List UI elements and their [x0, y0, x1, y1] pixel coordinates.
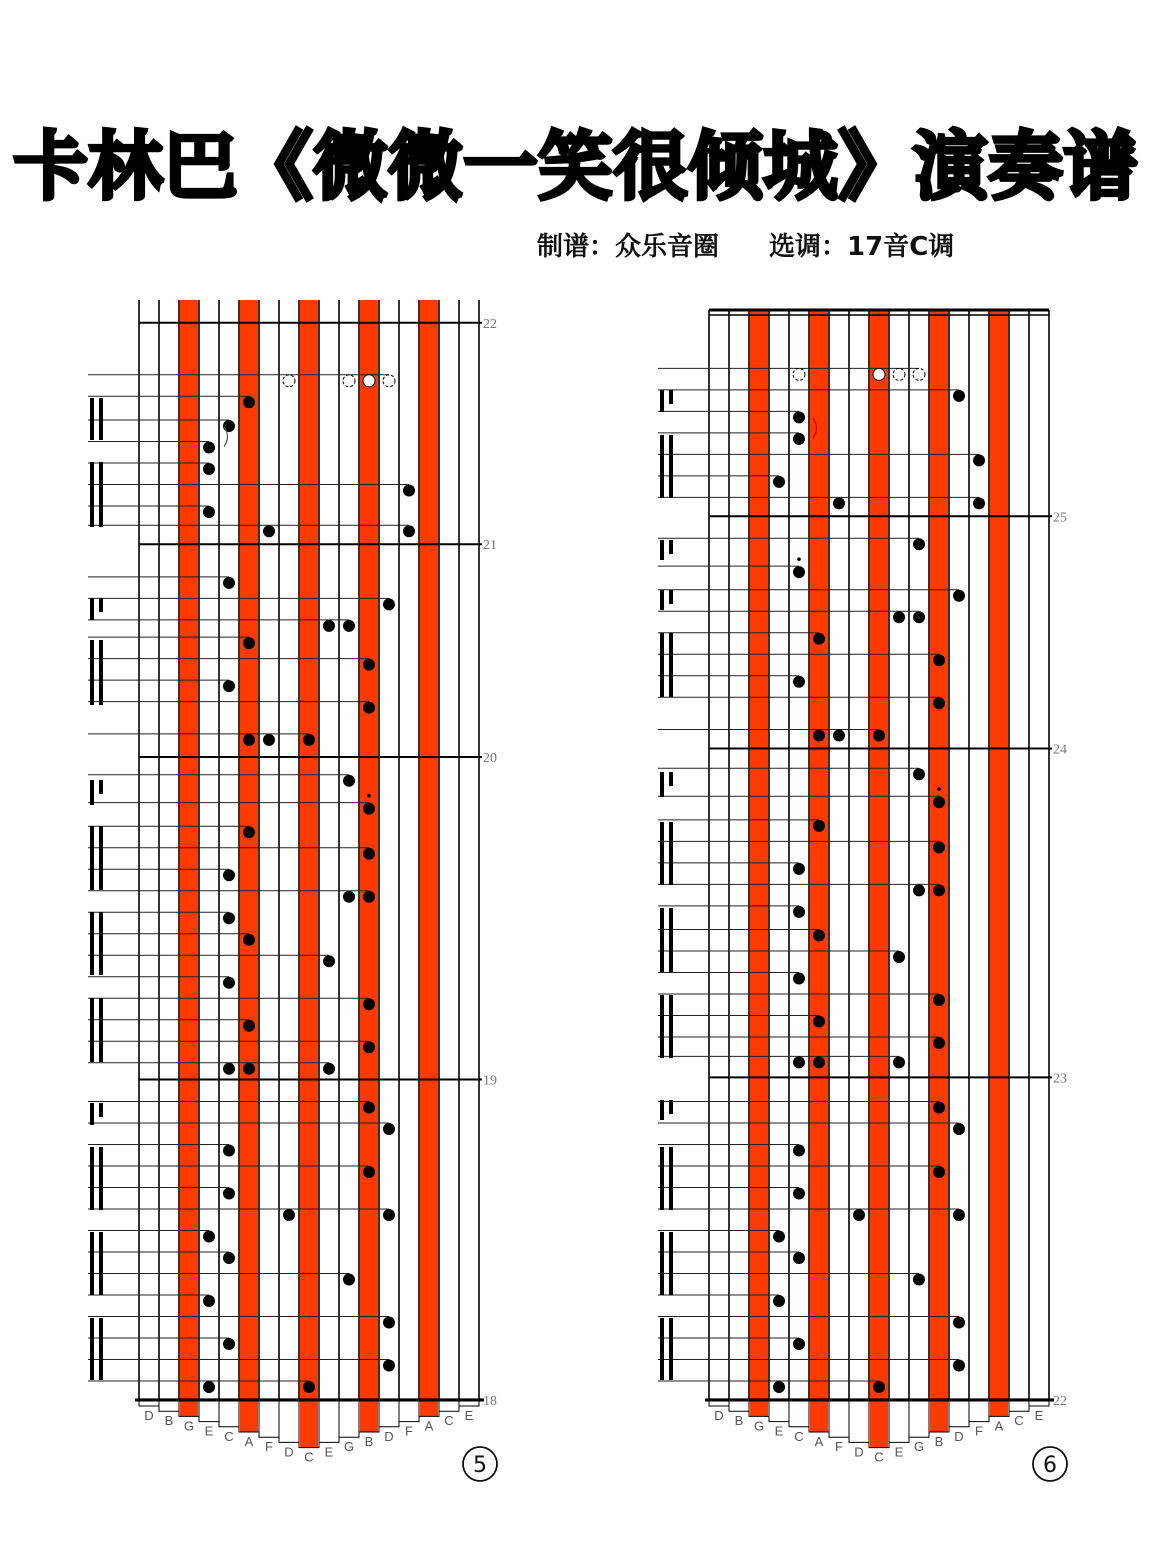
tine-label: B [934, 1434, 944, 1449]
page-title: 卡林巴《微微一笑很倾城》演奏谱 [13, 124, 1139, 210]
beam-bar [99, 398, 103, 440]
note-dot [223, 1252, 235, 1264]
note-dot [793, 1188, 805, 1200]
beam-bar [99, 998, 103, 1062]
note-dot [383, 598, 395, 610]
note-dot [363, 702, 375, 714]
beam-bar [90, 640, 94, 705]
note-dot [223, 420, 235, 432]
beam-bar [90, 1232, 94, 1295]
beam-bar [99, 826, 103, 890]
tine-label: D [384, 1428, 394, 1444]
tine-label: A [244, 1434, 254, 1449]
rest-circle [873, 368, 885, 380]
tine-label: G [913, 1439, 925, 1455]
tine-label: C [224, 1428, 234, 1444]
note-dot [403, 525, 415, 537]
note-dot [913, 884, 925, 896]
note-dot [343, 775, 355, 787]
note-dot [813, 1016, 825, 1028]
tine-key [279, 1400, 299, 1442]
tine-label: F [265, 1439, 273, 1455]
note-dot [383, 1123, 395, 1135]
beam-bar [660, 772, 664, 797]
tine-label: C [304, 1449, 314, 1465]
note-dot [813, 820, 825, 832]
note-dot [223, 680, 235, 692]
accent-dot [367, 794, 371, 798]
beam-bar [660, 1147, 664, 1210]
note-dot [793, 1252, 805, 1264]
note-dot [813, 1056, 825, 1068]
measure-number: 22 [1053, 1393, 1067, 1409]
note-dot [793, 676, 805, 688]
tine-key [439, 1400, 459, 1411]
accent-tine [810, 310, 828, 1432]
tine-key [339, 1400, 359, 1437]
note-dot [853, 1209, 865, 1221]
tine-label: A [994, 1418, 1004, 1434]
tine-label: C [1014, 1413, 1024, 1429]
tine-key [729, 1400, 749, 1411]
tine-key [399, 1400, 419, 1422]
note-dot [933, 1102, 945, 1114]
note-dot [323, 955, 335, 967]
note-dot [363, 891, 375, 903]
rest-circle [793, 368, 805, 380]
note-dot [933, 1037, 945, 1049]
note-dot [203, 506, 215, 518]
note-dot [343, 620, 355, 632]
beam-bar [660, 1318, 664, 1380]
note-dot [363, 1041, 375, 1053]
note-dot [773, 1381, 785, 1393]
note-dot [913, 538, 925, 550]
tine-label: B [364, 1434, 374, 1449]
note-dot [243, 1063, 255, 1075]
tine-label: G [343, 1439, 355, 1455]
tine-label: D [954, 1428, 964, 1444]
beam-bar [90, 1103, 94, 1125]
note-dot [953, 1209, 965, 1221]
beam-bar [90, 462, 94, 527]
tine-key [769, 1400, 789, 1422]
note-dot [973, 497, 985, 509]
tine-label: E [774, 1423, 784, 1439]
beam-bar [90, 398, 94, 440]
tine-key [829, 1400, 849, 1437]
note-dot [323, 1063, 335, 1075]
tine-label: E [464, 1408, 474, 1423]
page-number: 5 [473, 1453, 487, 1478]
note-dot [223, 1063, 235, 1075]
measure-number: 22 [483, 316, 497, 332]
note-dot [833, 730, 845, 742]
tine-key [159, 1400, 179, 1411]
note-dot [793, 863, 805, 875]
beam-bar [99, 462, 103, 527]
tine-key [949, 1400, 969, 1427]
note-dot [203, 1381, 215, 1393]
note-dot [263, 525, 275, 537]
beam-bar [660, 540, 664, 560]
page-number: 6 [1043, 1453, 1057, 1478]
tine-label: E [324, 1444, 334, 1460]
note-dot [833, 497, 845, 509]
tine-key [319, 1400, 339, 1442]
beam-bar [669, 590, 673, 604]
beam-bar [90, 780, 94, 805]
tine-label: F [975, 1423, 983, 1439]
measure-number: 23 [1053, 1071, 1067, 1087]
accent-tine [300, 300, 318, 1448]
note-dot [223, 1145, 235, 1157]
note-dot [363, 659, 375, 671]
beam-bar [90, 598, 94, 620]
tine-label: C [794, 1428, 804, 1444]
tine-label: D [144, 1408, 154, 1423]
note-dot [893, 951, 905, 963]
note-dot [793, 566, 805, 578]
note-dot [793, 1056, 805, 1068]
note-dot [243, 934, 255, 946]
note-dot [363, 803, 375, 815]
note-dot [813, 930, 825, 942]
tine-label: G [753, 1418, 765, 1434]
note-dot [243, 637, 255, 649]
beam-bar [660, 390, 664, 412]
note-dot [223, 1188, 235, 1200]
note-dot [363, 848, 375, 860]
note-dot [893, 611, 905, 623]
note-dot [933, 654, 945, 666]
accent-tine [420, 300, 438, 1416]
tine-label: D [854, 1444, 864, 1460]
beam-bar [90, 912, 94, 975]
beam-bar [90, 1147, 94, 1210]
beam-bar [99, 1232, 103, 1295]
tine-label: B [734, 1413, 744, 1429]
note-dot [343, 1274, 355, 1286]
note-dot [793, 411, 805, 423]
note-dot [243, 826, 255, 838]
note-dot [953, 1123, 965, 1135]
note-dot [873, 730, 885, 742]
rest-circle [343, 375, 355, 387]
beam-bar [660, 1232, 664, 1295]
note-dot [933, 841, 945, 853]
note-dot [873, 1381, 885, 1393]
measure-number: 19 [483, 1073, 497, 1089]
note-dot [973, 454, 985, 466]
tine-label: C [874, 1449, 884, 1465]
note-dot [203, 441, 215, 453]
tine-key [889, 1400, 909, 1442]
beam-bar [660, 908, 664, 972]
beam-bar [660, 435, 664, 498]
measure-number: 25 [1053, 510, 1067, 526]
tine-label: D [284, 1444, 294, 1460]
tine-key [789, 1400, 809, 1427]
tine-label: E [894, 1444, 904, 1460]
accent-tine [240, 300, 258, 1432]
note-dot [793, 1338, 805, 1350]
note-dot [953, 590, 965, 602]
beam-bar [669, 390, 673, 404]
rest-circle [283, 375, 295, 387]
note-dot [203, 1231, 215, 1243]
tine-key [1009, 1400, 1029, 1411]
tine-label: F [835, 1439, 843, 1455]
note-dot [773, 1231, 785, 1243]
note-dot [933, 994, 945, 1006]
beam-bar [99, 780, 103, 794]
note-dot [933, 1166, 945, 1178]
rest-circle [383, 375, 395, 387]
note-dot [303, 1381, 315, 1393]
tine-key [849, 1400, 869, 1442]
note-dot [913, 768, 925, 780]
note-dot [263, 734, 275, 746]
tine-label: F [405, 1423, 413, 1439]
note-dot [913, 1274, 925, 1286]
note-dot [223, 912, 235, 924]
beam-bar [669, 1147, 673, 1210]
note-dot [363, 998, 375, 1010]
note-dot [223, 869, 235, 881]
note-dot [383, 1317, 395, 1329]
beam-bar [99, 640, 103, 705]
note-dot [403, 484, 415, 496]
tine-label: A [424, 1418, 434, 1434]
beam-bar [99, 598, 103, 612]
beam-bar [660, 1100, 664, 1120]
note-dot [773, 1295, 785, 1307]
note-dot [383, 1360, 395, 1372]
note-dot [793, 1145, 805, 1157]
note-dot [793, 906, 805, 918]
tine-label: E [1034, 1408, 1044, 1423]
note-dot [203, 1295, 215, 1307]
beam-bar [669, 1232, 673, 1295]
beam-bar [660, 995, 664, 1058]
note-dot [913, 611, 925, 623]
beam-bar [669, 822, 673, 885]
key-selection: 选调：17音C调 [769, 232, 955, 262]
note-dot [953, 390, 965, 402]
note-dot [343, 891, 355, 903]
beam-bar [99, 912, 103, 975]
beam-bar [90, 826, 94, 890]
beam-bar [99, 1103, 103, 1117]
rest-circle [913, 368, 925, 380]
note-dot [303, 734, 315, 746]
beam-bar [669, 435, 673, 498]
beam-bar [669, 772, 673, 786]
note-dot [953, 1360, 965, 1372]
note-dot [383, 1209, 395, 1221]
beam-bar [669, 540, 673, 554]
beam-bar [99, 1318, 103, 1380]
measure-number: 21 [483, 538, 497, 554]
note-dot [933, 697, 945, 709]
tine-label: C [444, 1413, 454, 1429]
note-dot [813, 730, 825, 742]
accent-tine [870, 310, 888, 1448]
beam-bar [99, 1147, 103, 1210]
note-dot [793, 433, 805, 445]
tine-key [219, 1400, 239, 1427]
measure-number: 18 [483, 1393, 497, 1409]
note-dot [243, 1020, 255, 1032]
note-dot [933, 884, 945, 896]
beam-bar [90, 998, 94, 1062]
note-dot [363, 1102, 375, 1114]
accent-tine [180, 300, 198, 1416]
note-dot [953, 1317, 965, 1329]
note-dot [813, 633, 825, 645]
tine-label: B [164, 1413, 174, 1429]
note-dot [223, 577, 235, 589]
note-dot [283, 1209, 295, 1221]
beam-bar [669, 633, 673, 697]
tine-key [909, 1400, 929, 1437]
note-dot [323, 620, 335, 632]
note-dot [793, 973, 805, 985]
tine-label: G [183, 1418, 195, 1434]
accent-dot [937, 787, 941, 791]
accent-dot [797, 557, 801, 561]
tine-label: A [814, 1434, 824, 1449]
tine-key [379, 1400, 399, 1427]
note-dot [223, 1338, 235, 1350]
tine-key [259, 1400, 279, 1437]
beam-bar [660, 590, 664, 610]
tine-label: D [714, 1408, 724, 1423]
note-dot [223, 977, 235, 989]
tab-panel-1 [88, 300, 497, 1481]
rest-circle [363, 375, 375, 387]
beam-bar [669, 908, 673, 972]
beam-bar [669, 1318, 673, 1380]
tine-key [969, 1400, 989, 1422]
tine-key [199, 1400, 219, 1422]
accent-tine [990, 310, 1008, 1416]
beam-bar [660, 633, 664, 697]
note-dot [243, 734, 255, 746]
note-dot [773, 476, 785, 488]
accent-tine [930, 310, 948, 1432]
rest-circle [893, 368, 905, 380]
arranger-credit: 制谱：众乐音圈 [537, 232, 720, 262]
measure-number: 24 [1053, 742, 1067, 758]
beam-bar [90, 1318, 94, 1380]
beam-bar [669, 995, 673, 1058]
note-dot [363, 1166, 375, 1178]
measure-number: 20 [483, 751, 497, 767]
beam-bar [660, 822, 664, 885]
note-dot [203, 463, 215, 475]
tine-label: E [204, 1423, 214, 1439]
note-dot [933, 796, 945, 808]
note-dot [243, 396, 255, 408]
tab-panel-2 [658, 310, 1067, 1481]
accent-tine [360, 300, 378, 1432]
beam-bar [669, 1100, 673, 1114]
note-dot [893, 1056, 905, 1068]
